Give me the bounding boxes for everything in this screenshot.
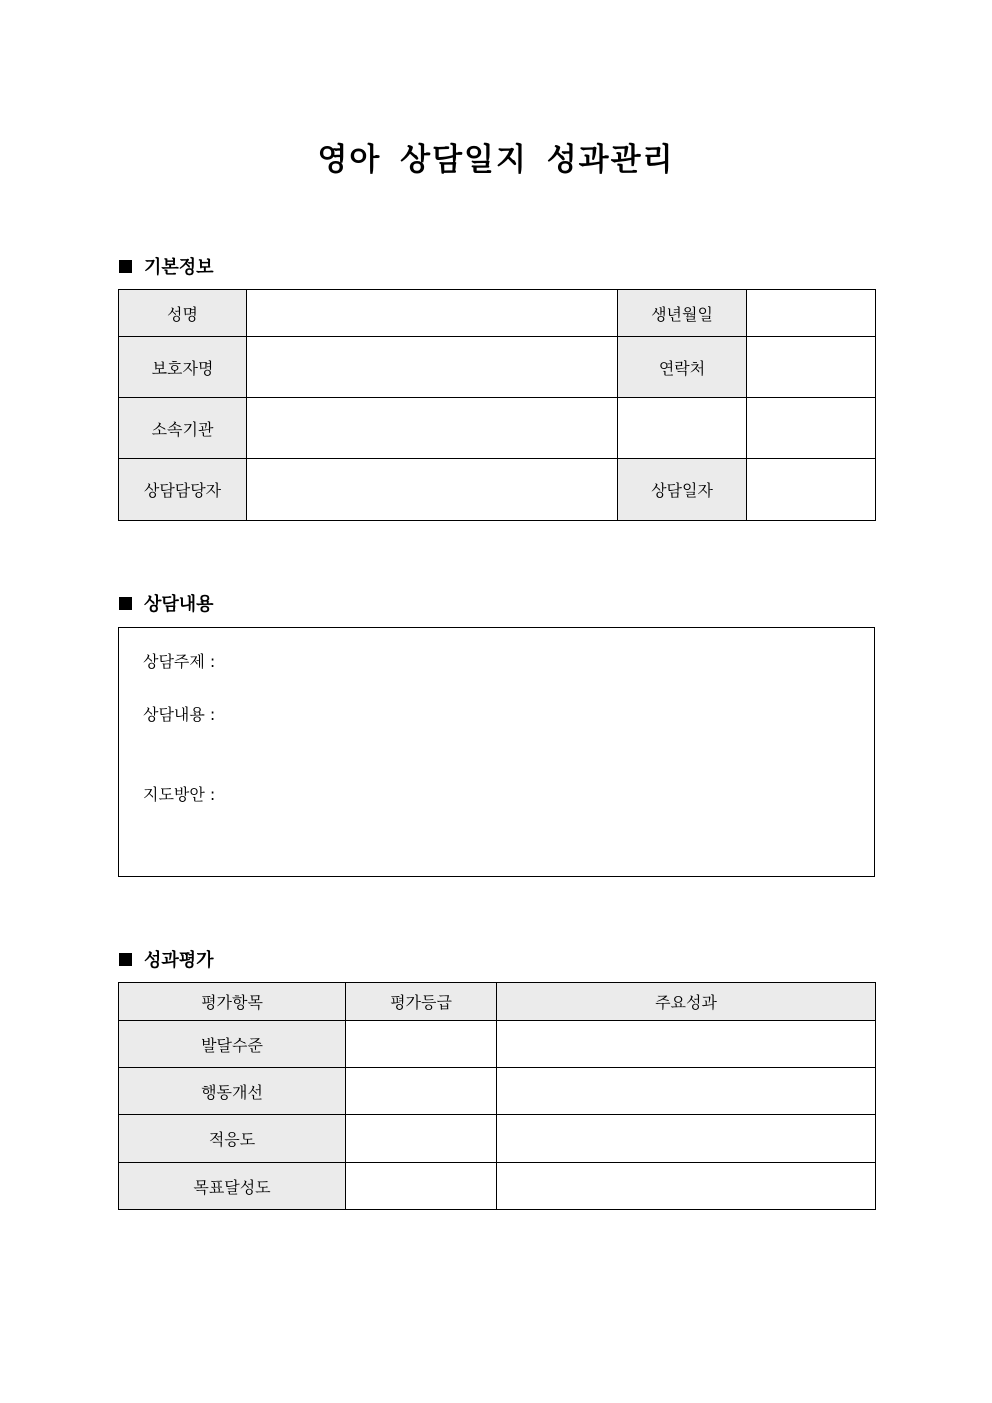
table-row xyxy=(119,1115,876,1163)
evaluation-item-label: 목표달성도 xyxy=(119,1163,346,1210)
evaluation-item-label: 적응도 xyxy=(119,1115,346,1163)
label-name: 성명 xyxy=(119,290,247,337)
label-contact: 연락처 xyxy=(618,337,747,398)
page-title: 영아 상담일지 성과관리 xyxy=(317,142,675,178)
grade-field[interactable] xyxy=(346,1068,497,1115)
counseling-content-label: 상담내용 : xyxy=(143,705,216,724)
result-field[interactable] xyxy=(497,1021,876,1068)
name-field[interactable] xyxy=(247,290,618,337)
grade-field[interactable] xyxy=(346,1021,497,1068)
result-field[interactable] xyxy=(497,1115,876,1163)
section-heading-label: 성과평가 xyxy=(144,950,214,971)
guidance-plan-label: 지도방안 : xyxy=(143,785,216,804)
column-header-item: 평가항목 xyxy=(119,983,346,1021)
basic-info-row-counselor xyxy=(119,459,876,521)
square-bullet-icon xyxy=(119,953,132,966)
counselor-field[interactable] xyxy=(247,459,618,521)
basic-info-table xyxy=(118,289,876,521)
square-bullet-icon xyxy=(119,597,132,610)
label-guardian-name: 보호자명 xyxy=(119,337,247,398)
blank-cell[interactable] xyxy=(618,398,747,459)
evaluation-item-label: 발달수준 xyxy=(119,1021,346,1068)
evaluation-item-label: 행동개선 xyxy=(119,1068,346,1115)
grade-field[interactable] xyxy=(346,1163,497,1210)
guardian-name-field[interactable] xyxy=(247,337,618,398)
basic-info-row-institution xyxy=(119,398,876,459)
column-header-grade: 평가등급 xyxy=(346,983,497,1021)
evaluation-header-row xyxy=(119,983,876,1021)
label-institution: 소속기관 xyxy=(119,398,247,459)
table-row xyxy=(119,1068,876,1115)
counseling-topic-label: 상담주제 : xyxy=(143,652,216,671)
basic-info-row-guardian xyxy=(119,337,876,398)
blank-cell[interactable] xyxy=(747,398,876,459)
result-field[interactable] xyxy=(497,1068,876,1115)
label-counseling-date: 상담일자 xyxy=(618,459,747,521)
institution-field[interactable] xyxy=(247,398,618,459)
evaluation-table xyxy=(118,982,876,1210)
label-birthdate: 생년월일 xyxy=(618,290,747,337)
table-row xyxy=(119,1163,876,1210)
table-row xyxy=(119,1021,876,1068)
label-counselor: 상담담당자 xyxy=(119,459,247,521)
square-bullet-icon xyxy=(119,260,132,273)
counseling-content-box[interactable] xyxy=(118,627,875,877)
section-heading-counseling xyxy=(119,590,214,616)
section-heading-label: 상담내용 xyxy=(144,594,214,615)
counseling-date-field[interactable] xyxy=(747,459,876,521)
birthdate-field[interactable] xyxy=(747,290,876,337)
basic-info-row-name xyxy=(119,290,876,337)
section-heading-basic-info xyxy=(119,253,214,279)
contact-field[interactable] xyxy=(747,337,876,398)
grade-field[interactable] xyxy=(346,1115,497,1163)
column-header-result: 주요성과 xyxy=(497,983,876,1021)
section-heading-label: 기본정보 xyxy=(144,257,214,278)
section-heading-evaluation xyxy=(119,946,214,972)
result-field[interactable] xyxy=(497,1163,876,1210)
